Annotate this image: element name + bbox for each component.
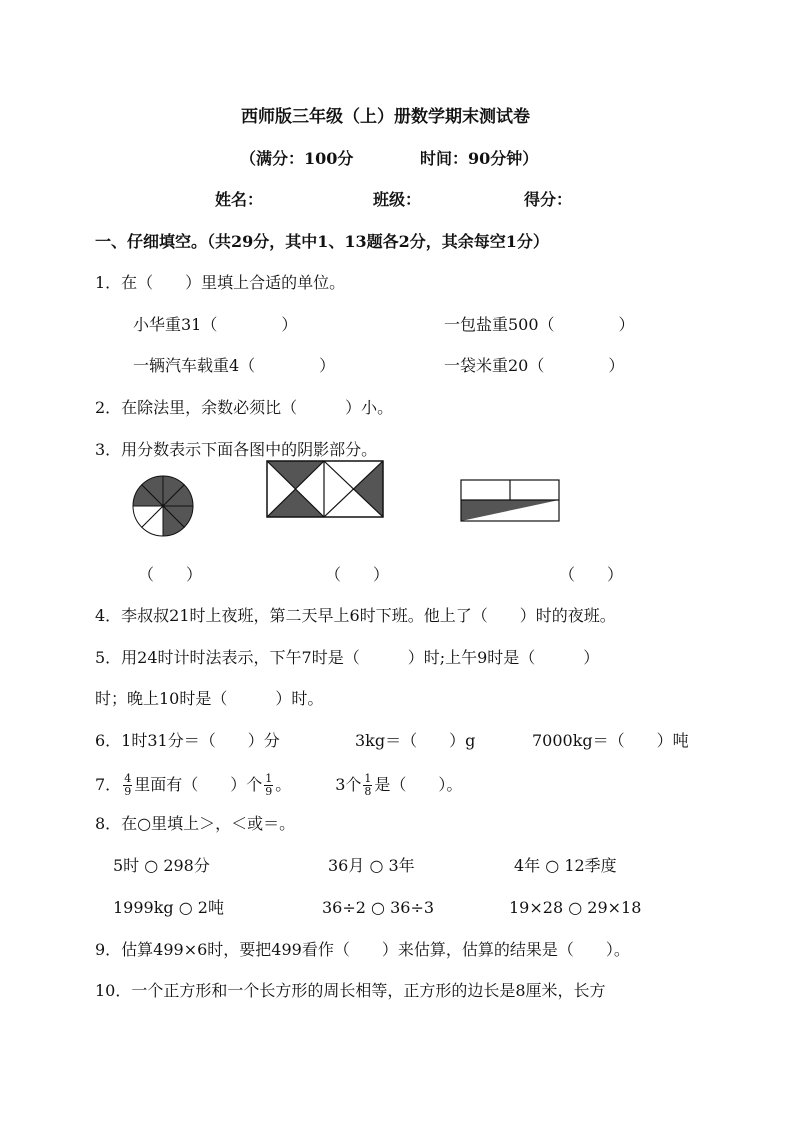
question-8-row-1-item-3: 4年 ○ 12季度: [514, 856, 617, 875]
fraction-numerator: 1: [265, 772, 273, 785]
question-4-stem: 4．李叔叔21时上夜班，第二天早上6时下班。他上了（ ）时的夜班。: [95, 606, 616, 625]
question-5-line-2: 时；晚上10时是（ ）时。: [95, 689, 324, 708]
question-7: [95, 770, 462, 800]
question-3-answer-3: （ ）: [559, 565, 624, 584]
question-9-stem: 9．估算499×6时，要把499看作（ ）来估算，估算的结果是（ ）。: [95, 940, 630, 959]
question-7-middle: 里面有（ ）个: [134, 775, 263, 794]
question-8-row-2-item-1: 1999kg ○ 2吨: [113, 898, 224, 917]
question-3-answer-1: （ ）: [138, 565, 203, 584]
fraction-numerator: 1: [364, 772, 372, 785]
fraction-one-eighth: [363, 773, 372, 798]
question-8-row-2-item-2: 36÷2 ○ 36÷3: [322, 898, 435, 917]
question-10-stem: 10．一个正方形和一个长方形的周长相等，正方形的边长是8厘米，长方: [95, 981, 606, 1000]
question-7-end-1: 。: [275, 775, 292, 794]
question-1-item-3: 一辆汽车载重4（ ）: [133, 356, 336, 375]
subtitle-score: （满分：100分: [240, 149, 354, 168]
question-8-row-2-item-3: 19×28 ○ 29×18: [509, 898, 642, 917]
class-field-label: 班级：: [373, 190, 422, 209]
fraction-denominator: 9: [124, 785, 132, 798]
question-3-stem: 3．用分数表示下面各图中的阴影部分。: [95, 440, 378, 459]
fraction-numerator: 4: [124, 772, 132, 785]
question-6-part-b: 3kg＝（ ）g: [355, 731, 476, 750]
question-1-stem: 1．在（ ）里填上合适的单位。: [95, 273, 346, 292]
subtitle-time: 时间：90分钟）: [420, 149, 539, 168]
question-1-item-1: 小华重31（ ）: [133, 315, 298, 334]
question-6-part-a: 6．1时31分＝（ ）分: [95, 731, 280, 750]
strip-fraction-figure: [460, 479, 560, 523]
score-field-label: 得分：: [524, 190, 573, 209]
circle-fraction-figure: [131, 474, 195, 538]
name-field-label: 姓名：: [215, 190, 264, 209]
question-8-row-1-item-2: 36月 ○ 3年: [328, 856, 415, 875]
question-7-prefix: 7．: [95, 775, 122, 794]
question-7-part-2: 3个: [335, 775, 362, 794]
question-3-answer-2: （ ）: [325, 565, 390, 584]
question-1-item-2: 一包盐重500（ ）: [444, 315, 635, 334]
question-6-part-c: 7000kg＝（ ）吨: [532, 731, 689, 750]
fraction-denominator: 8: [364, 785, 372, 798]
question-1-item-4: 一袋米重20（ ）: [444, 356, 625, 375]
question-8-stem: 8．在○里填上＞，＜或＝。: [95, 814, 296, 833]
section-1-heading: 一、仔细填空。（共29分，其中1、13题各2分，其余每空1分）: [95, 232, 549, 251]
fraction-denominator: 9: [265, 785, 273, 798]
page-title: 西师版三年级（上）册数学期末测试卷: [241, 107, 530, 127]
question-5-line-1: 5．用24时计时法表示，下午7时是（ ）时;上午9时是（ ）: [95, 648, 600, 667]
rectangle-triangles-figure: [266, 460, 384, 518]
question-8-row-1-item-1: 5时 ○ 298分: [113, 856, 210, 875]
fraction-four-ninths: [123, 773, 132, 798]
question-2-stem: 2．在除法里，余数必须比（ ）小。: [95, 398, 394, 417]
fraction-one-ninth: [264, 773, 273, 798]
question-7-end-2: 是（ ）。: [374, 775, 463, 794]
